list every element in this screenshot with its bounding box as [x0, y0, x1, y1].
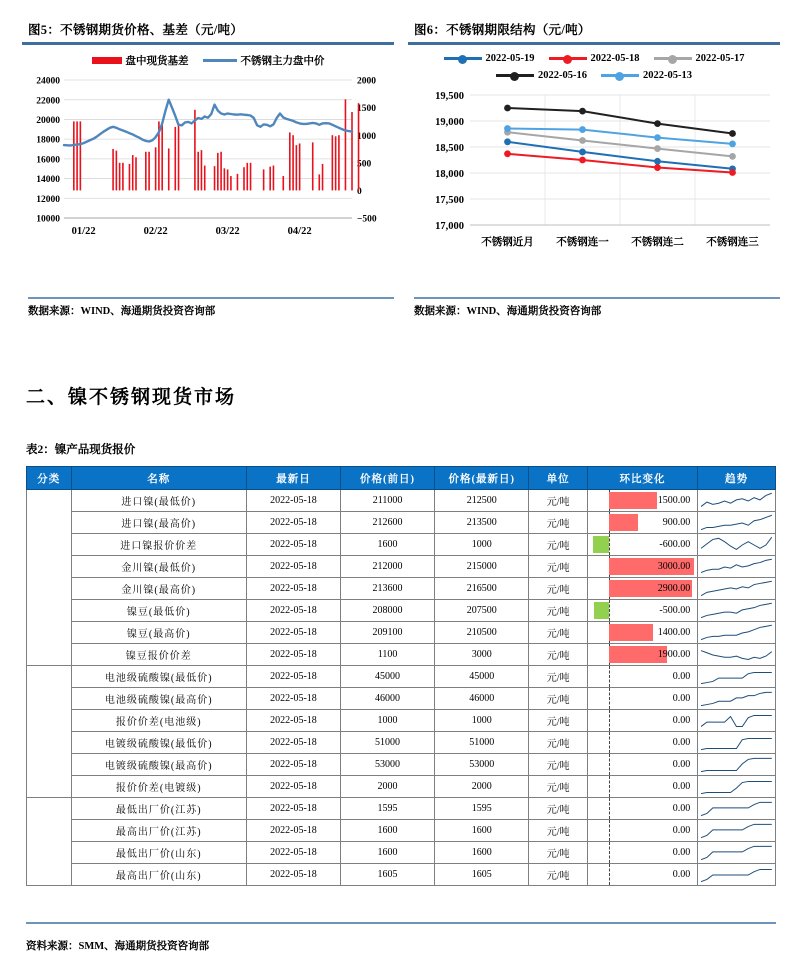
- cell-unit: 元/吨: [529, 754, 587, 776]
- section-heading: 二、镍不锈钢现货市场: [26, 387, 237, 408]
- change-value: 0.00: [672, 737, 691, 748]
- cell-unit: 元/吨: [529, 776, 587, 798]
- trend-cell: [698, 534, 776, 556]
- svg-text:16000: 16000: [36, 155, 60, 166]
- legend-label: 2022-05-19: [485, 53, 535, 64]
- trend-sparkline-icon: [701, 513, 772, 533]
- zero-baseline: [609, 600, 610, 621]
- figure-6-source-rule: [414, 297, 780, 299]
- figure-5-plot: [22, 72, 394, 252]
- change-value: 0.00: [672, 825, 691, 836]
- change-cell: [587, 688, 697, 710]
- trend-cell: [698, 578, 776, 600]
- zero-baseline: [609, 754, 610, 775]
- figure-6-title: 图6：不锈钢期限结构（元/吨）: [414, 23, 591, 37]
- figure-5-title: 图5：不锈钢期货价格、基差（元/吨）: [28, 23, 244, 37]
- quote-table-head: [27, 467, 776, 490]
- change-value: 1500.00: [657, 495, 691, 506]
- cell-unit: 元/吨: [529, 842, 587, 864]
- category-cell: NPI: [27, 798, 72, 886]
- legend-label: 2022-05-18: [590, 53, 640, 64]
- table-row: [27, 666, 776, 688]
- column-header-0: 分类: [27, 467, 72, 490]
- category-cell: 电解镍: [27, 490, 72, 666]
- column-header-2: 最新日: [246, 467, 340, 490]
- figure-5-title-rule: [22, 42, 394, 45]
- cell-name: 最低出厂价(山东): [71, 842, 246, 864]
- change-cell: [587, 490, 697, 512]
- legend-item-2022-05-17: [654, 53, 745, 64]
- cell-num: 1100: [340, 644, 434, 666]
- quote-table-body: [27, 490, 776, 886]
- cell-date: 2022-05-18: [246, 556, 340, 578]
- cell-name: 电镀级硫酸镍(最高价): [71, 754, 246, 776]
- table-row: [27, 578, 776, 600]
- change-value: 3000.00: [657, 561, 691, 572]
- change-cell: [587, 600, 697, 622]
- table-row: [27, 754, 776, 776]
- cell-unit: 元/吨: [529, 688, 587, 710]
- footer-rule: [26, 922, 776, 924]
- cell-name: 镍豆报价价差: [71, 644, 246, 666]
- trend-cell: [698, 556, 776, 578]
- change-value: 0.00: [672, 781, 691, 792]
- svg-text:04/22: 04/22: [287, 226, 312, 237]
- cell-num: 1605: [435, 864, 529, 886]
- trend-sparkline-icon: [701, 623, 772, 643]
- cell-num: 1000: [435, 534, 529, 556]
- cell-num: 212500: [435, 490, 529, 512]
- trend-sparkline-icon: [701, 601, 772, 621]
- change-value: -600.00: [659, 539, 691, 550]
- change-value: 1900.00: [657, 649, 691, 660]
- legend-marker-icon: [496, 71, 534, 81]
- trend-sparkline-icon: [701, 557, 772, 577]
- svg-text:18000: 18000: [36, 135, 60, 146]
- change-data-bar: [594, 602, 609, 619]
- legend-item-2022-05-18: [549, 53, 640, 64]
- table-row: [27, 842, 776, 864]
- change-data-bar: [609, 624, 652, 641]
- trend-sparkline-icon: [701, 799, 772, 819]
- cell-num: 45000: [340, 666, 434, 688]
- trend-cell: [698, 864, 776, 886]
- trend-cell: [698, 688, 776, 710]
- table-row: [27, 732, 776, 754]
- svg-text:03/22: 03/22: [215, 226, 240, 237]
- legend-bar-swatch-icon: [92, 57, 122, 64]
- cell-num: 1600: [340, 842, 434, 864]
- legend-label-basis: 盘中现货基差: [125, 56, 189, 67]
- cell-name: 报价价差(电池级): [71, 710, 246, 732]
- figure-6-title-rule: [408, 42, 780, 45]
- table-row: [27, 864, 776, 886]
- trend-cell: [698, 490, 776, 512]
- cell-date: 2022-05-18: [246, 578, 340, 600]
- svg-text:18,500: 18,500: [435, 142, 464, 154]
- cell-num: 212600: [340, 512, 434, 534]
- cell-date: 2022-05-18: [246, 776, 340, 798]
- table-row: [27, 798, 776, 820]
- trend-cell: [698, 776, 776, 798]
- cell-num: 216500: [435, 578, 529, 600]
- svg-text:14000: 14000: [36, 175, 60, 186]
- cell-date: 2022-05-18: [246, 600, 340, 622]
- change-cell: [587, 534, 697, 556]
- zero-baseline: [609, 798, 610, 819]
- cell-num: 46000: [340, 688, 434, 710]
- cell-num: 2000: [435, 776, 529, 798]
- quote-table-wrapper: [26, 466, 776, 886]
- table-row: [27, 556, 776, 578]
- cell-unit: 元/吨: [529, 600, 587, 622]
- zero-baseline: [609, 688, 610, 709]
- svg-text:02/22: 02/22: [143, 226, 168, 237]
- trend-cell: [698, 820, 776, 842]
- cell-date: 2022-05-18: [246, 754, 340, 776]
- svg-text:12000: 12000: [36, 194, 60, 205]
- change-cell: [587, 512, 697, 534]
- figure-5-source-text: 数据来源：WIND、海通期货投资咨询部: [28, 306, 216, 317]
- trend-sparkline-icon: [701, 711, 772, 731]
- cell-num: 210500: [435, 622, 529, 644]
- trend-sparkline-icon: [701, 667, 772, 687]
- svg-text:18,000: 18,000: [435, 168, 464, 180]
- change-value: 0.00: [672, 847, 691, 858]
- table-row: [27, 490, 776, 512]
- legend-item-price: [203, 53, 325, 68]
- table-row: [27, 512, 776, 534]
- legend-marker-icon: [601, 71, 639, 81]
- cell-name: 镍豆(最低价): [71, 600, 246, 622]
- legend-item-2022-05-16: [496, 70, 587, 81]
- cell-num: 208000: [340, 600, 434, 622]
- cell-date: 2022-05-18: [246, 512, 340, 534]
- cell-name: 报价价差(电镀级): [71, 776, 246, 798]
- cell-date: 2022-05-18: [246, 864, 340, 886]
- trend-cell: [698, 710, 776, 732]
- cell-name: 金川镍(最低价): [71, 556, 246, 578]
- column-header-1: 名称: [71, 467, 246, 490]
- change-cell: [587, 666, 697, 688]
- cell-unit: 元/吨: [529, 512, 587, 534]
- cell-date: 2022-05-18: [246, 534, 340, 556]
- cell-num: 2000: [340, 776, 434, 798]
- cell-unit: 元/吨: [529, 666, 587, 688]
- cell-num: 53000: [340, 754, 434, 776]
- svg-text:19,000: 19,000: [435, 116, 464, 128]
- cell-num: 46000: [435, 688, 529, 710]
- figure-5-source-rule: [28, 297, 394, 299]
- cell-num: 212000: [340, 556, 434, 578]
- cell-name: 进口镍(最低价): [71, 490, 246, 512]
- change-cell: [587, 842, 697, 864]
- legend-label-price: 不锈钢主力盘中价: [240, 56, 325, 67]
- cell-name: 进口镍报价价差: [71, 534, 246, 556]
- zero-baseline: [609, 666, 610, 687]
- trend-sparkline-icon: [701, 535, 772, 555]
- zero-baseline: [609, 864, 610, 885]
- cell-unit: 元/吨: [529, 622, 587, 644]
- table-row: [27, 600, 776, 622]
- cell-name: 电池级硫酸镍(最低价): [71, 666, 246, 688]
- svg-text:−500: −500: [357, 214, 377, 225]
- change-value: 0.00: [672, 803, 691, 814]
- cell-num: 1595: [435, 798, 529, 820]
- cell-unit: 元/吨: [529, 578, 587, 600]
- change-cell: [587, 710, 697, 732]
- cell-num: 1600: [340, 820, 434, 842]
- category-cell: 硫酸镍: [27, 666, 72, 798]
- legend-item-2022-05-19: [444, 53, 535, 64]
- cell-name: 最高出厂价(山东): [71, 864, 246, 886]
- trend-cell: [698, 798, 776, 820]
- cell-date: 2022-05-18: [246, 622, 340, 644]
- column-header-4: 价格(最新日): [435, 467, 529, 490]
- change-value: 0.00: [672, 869, 691, 880]
- figure-6-source-text: 数据来源：WIND、海通期货投资咨询部: [414, 306, 602, 317]
- cell-num: 1000: [340, 710, 434, 732]
- cell-num: 53000: [435, 754, 529, 776]
- cell-num: 1605: [340, 864, 434, 886]
- change-value: 0.00: [672, 671, 691, 682]
- figure-5-panel: [22, 18, 394, 318]
- change-data-bar: [609, 492, 657, 509]
- trend-sparkline-icon: [701, 645, 772, 665]
- figure-6-svg: [408, 85, 780, 260]
- svg-text:1500: 1500: [357, 104, 376, 115]
- change-cell: [587, 644, 697, 666]
- figure-6-panel: [408, 18, 780, 318]
- change-value: 900.00: [662, 517, 691, 528]
- change-value: -500.00: [659, 605, 691, 616]
- cell-num: 213600: [340, 578, 434, 600]
- column-header-6: 环比变化: [587, 467, 697, 490]
- trend-cell: [698, 512, 776, 534]
- trend-cell: [698, 622, 776, 644]
- zero-baseline: [609, 842, 610, 863]
- svg-text:不锈钢连三: 不锈钢连三: [706, 237, 759, 248]
- change-data-bar: [609, 514, 638, 531]
- trend-cell: [698, 666, 776, 688]
- table-row: [27, 820, 776, 842]
- svg-text:17,000: 17,000: [435, 220, 464, 232]
- legend-item-basis: [92, 53, 189, 68]
- trend-sparkline-icon: [701, 491, 772, 511]
- figure-5-source-block: [22, 297, 394, 318]
- legend-marker-icon: [654, 54, 692, 64]
- cell-name: 电池级硫酸镍(最高价): [71, 688, 246, 710]
- trend-cell: [698, 644, 776, 666]
- figure-6-plot: [408, 85, 780, 260]
- svg-text:0: 0: [357, 187, 362, 197]
- trend-sparkline-icon: [701, 843, 772, 863]
- svg-text:500: 500: [357, 159, 372, 170]
- trend-sparkline-icon: [701, 733, 772, 753]
- change-value: 0.00: [672, 693, 691, 704]
- change-cell: [587, 776, 697, 798]
- change-value: 0.00: [672, 759, 691, 770]
- legend-item-2022-05-13: [601, 70, 692, 81]
- cell-date: 2022-05-18: [246, 798, 340, 820]
- cell-unit: 元/吨: [529, 820, 587, 842]
- trend-sparkline-icon: [701, 777, 772, 797]
- cell-date: 2022-05-18: [246, 666, 340, 688]
- figure-6-source-block: [408, 297, 780, 318]
- svg-text:2000: 2000: [357, 76, 376, 87]
- table-row: [27, 644, 776, 666]
- table-row: [27, 622, 776, 644]
- column-header-5: 单位: [529, 467, 587, 490]
- trend-sparkline-icon: [701, 689, 772, 709]
- cell-num: 215000: [435, 556, 529, 578]
- cell-num: 1000: [435, 710, 529, 732]
- cell-num: 209100: [340, 622, 434, 644]
- zero-baseline: [609, 534, 610, 555]
- cell-unit: 元/吨: [529, 798, 587, 820]
- change-cell: [587, 578, 697, 600]
- change-cell: [587, 732, 697, 754]
- cell-num: 1600: [435, 820, 529, 842]
- cell-date: 2022-05-18: [246, 490, 340, 512]
- svg-text:不锈钢连二: 不锈钢连二: [631, 237, 684, 248]
- change-cell: [587, 754, 697, 776]
- figure-5-legend: [22, 51, 394, 72]
- cell-date: 2022-05-18: [246, 644, 340, 666]
- cell-num: 45000: [435, 666, 529, 688]
- svg-text:1000: 1000: [357, 131, 376, 142]
- cell-name: 金川镍(最高价): [71, 578, 246, 600]
- cell-date: 2022-05-18: [246, 842, 340, 864]
- cell-name: 镍豆(最高价): [71, 622, 246, 644]
- legend-label: 2022-05-16: [538, 70, 587, 81]
- cell-unit: 元/吨: [529, 490, 587, 512]
- legend-line-swatch-icon: [203, 59, 237, 62]
- change-value: 0.00: [672, 715, 691, 726]
- change-value: 1400.00: [657, 627, 691, 638]
- cell-date: 2022-05-18: [246, 732, 340, 754]
- svg-text:10000: 10000: [36, 214, 60, 225]
- footer-source-text: 资料来源：SMM、海通期货投资咨询部: [26, 941, 210, 952]
- cell-num: 51000: [340, 732, 434, 754]
- table-row: [27, 534, 776, 556]
- zero-baseline: [609, 732, 610, 753]
- cell-num: 51000: [435, 732, 529, 754]
- cell-date: 2022-05-18: [246, 710, 340, 732]
- table-caption: 表2：镍产品现货报价: [26, 444, 136, 456]
- svg-text:不锈钢近月: 不锈钢近月: [481, 237, 534, 248]
- cell-name: 最高出厂价(江苏): [71, 820, 246, 842]
- legend-marker-icon: [444, 54, 482, 64]
- figure-5-svg: [22, 72, 394, 252]
- trend-cell: [698, 754, 776, 776]
- cell-unit: 元/吨: [529, 556, 587, 578]
- change-cell: [587, 556, 697, 578]
- svg-text:19,500: 19,500: [435, 90, 464, 102]
- zero-baseline: [609, 820, 610, 841]
- cell-num: 207500: [435, 600, 529, 622]
- cell-unit: 元/吨: [529, 864, 587, 886]
- nickel-quote-table: [26, 466, 776, 886]
- legend-marker-icon: [549, 54, 587, 64]
- table-row: [27, 710, 776, 732]
- quote-table-header-row: [27, 467, 776, 490]
- legend-label: 2022-05-13: [643, 70, 692, 81]
- change-cell: [587, 864, 697, 886]
- cell-num: 1600: [435, 842, 529, 864]
- svg-text:01/22: 01/22: [71, 226, 96, 237]
- cell-unit: 元/吨: [529, 732, 587, 754]
- trend-sparkline-icon: [701, 755, 772, 775]
- svg-text:24000: 24000: [36, 76, 60, 87]
- cell-num: 211000: [340, 490, 434, 512]
- change-value: 2900.00: [657, 583, 691, 594]
- change-cell: [587, 798, 697, 820]
- cell-unit: 元/吨: [529, 710, 587, 732]
- legend-label: 2022-05-17: [695, 53, 745, 64]
- table-row: [27, 688, 776, 710]
- trend-cell: [698, 732, 776, 754]
- cell-num: 213500: [435, 512, 529, 534]
- column-header-7: 趋势: [698, 467, 776, 490]
- trend-cell: [698, 842, 776, 864]
- cell-unit: 元/吨: [529, 644, 587, 666]
- change-data-bar: [593, 536, 610, 553]
- column-header-3: 价格(前日): [340, 467, 434, 490]
- cell-date: 2022-05-18: [246, 820, 340, 842]
- cell-num: 3000: [435, 644, 529, 666]
- change-cell: [587, 820, 697, 842]
- cell-num: 1595: [340, 798, 434, 820]
- figure-6-legend: [408, 51, 780, 85]
- zero-baseline: [609, 710, 610, 731]
- trend-sparkline-icon: [701, 579, 772, 599]
- cell-name: 最低出厂价(江苏): [71, 798, 246, 820]
- svg-text:17,500: 17,500: [435, 194, 464, 206]
- svg-text:20000: 20000: [36, 116, 60, 127]
- svg-text:不锈钢连一: 不锈钢连一: [556, 237, 609, 248]
- cell-name: 电镀级硫酸镍(最低价): [71, 732, 246, 754]
- table-row: [27, 776, 776, 798]
- trend-sparkline-icon: [701, 865, 772, 885]
- cell-num: 1600: [340, 534, 434, 556]
- cell-unit: 元/吨: [529, 534, 587, 556]
- trend-cell: [698, 600, 776, 622]
- change-cell: [587, 622, 697, 644]
- svg-text:22000: 22000: [36, 96, 60, 107]
- zero-baseline: [609, 776, 610, 797]
- trend-sparkline-icon: [701, 821, 772, 841]
- cell-name: 进口镍(最高价): [71, 512, 246, 534]
- cell-date: 2022-05-18: [246, 688, 340, 710]
